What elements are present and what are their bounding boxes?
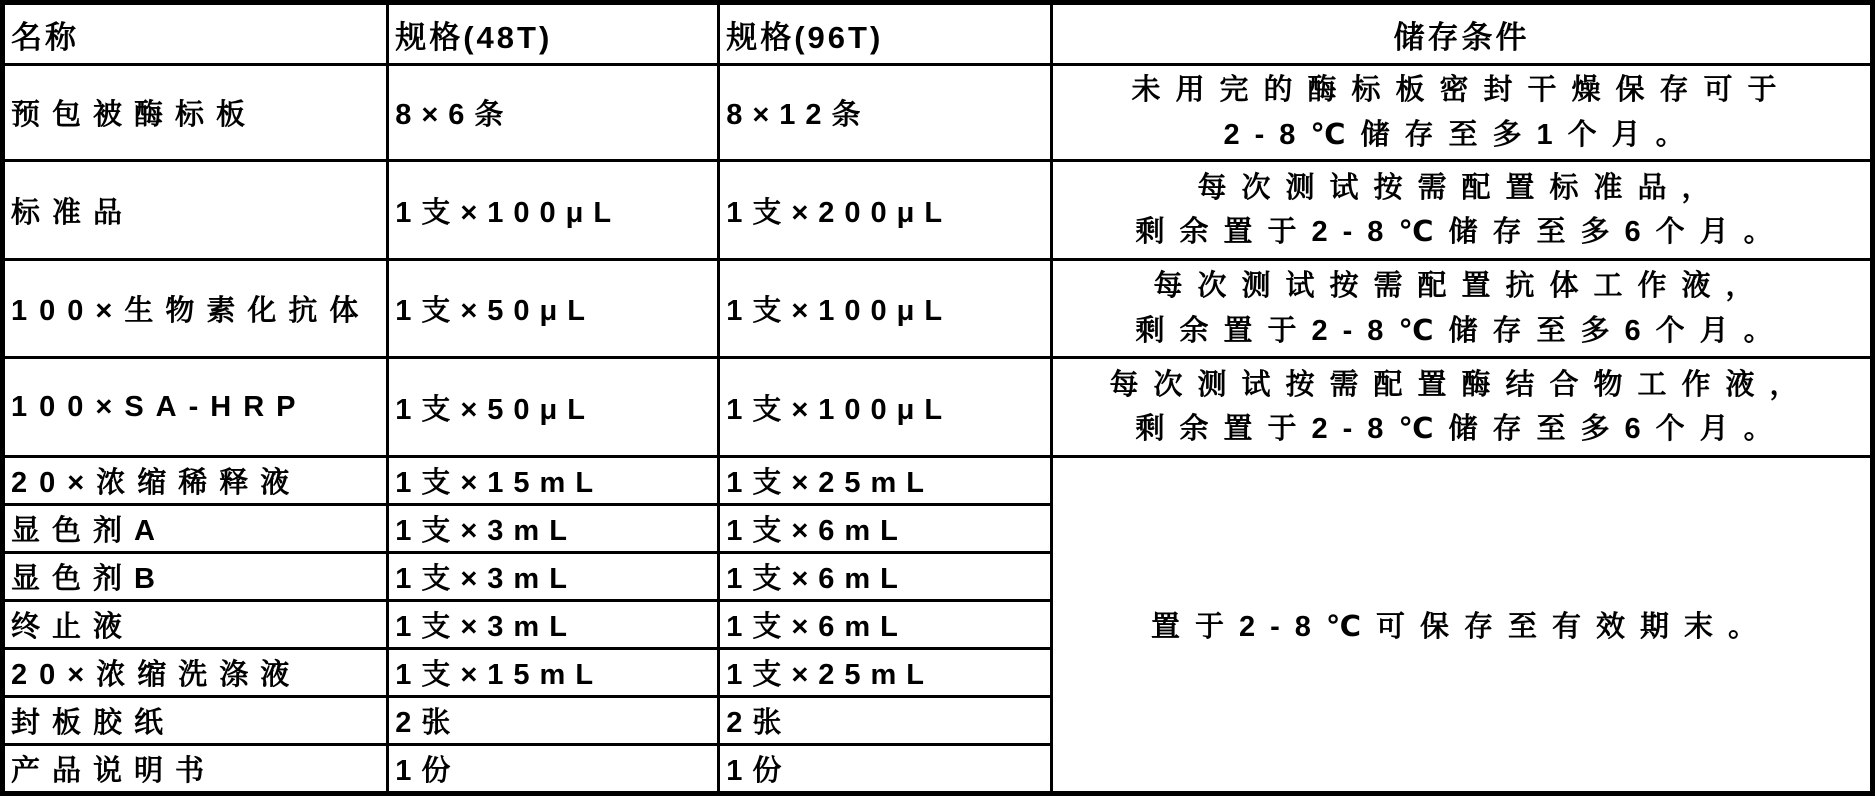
spec-96t-value: 1支×100μL [719,358,1052,457]
storage-line: 剩余置于2-8℃储存至多6个月。 [1135,314,1788,347]
spec-48t-value: 1支×100μL [388,161,719,260]
header-spec-96t: 规格(96T) [719,3,1052,65]
spec-48t-value: 1份 [388,745,719,794]
component-name: 显色剂A [3,505,388,553]
storage-line: 每次测试按需配置标准品， [1197,171,1726,204]
storage-line: 未用完的酶标板密封干燥保存可于 [1131,74,1792,107]
spec-48t-value: 1支×15mL [388,649,719,697]
spec-48t-value: 1支×3mL [388,553,719,601]
header-storage-conditions: 储存条件 [1052,3,1873,65]
table-row [3,457,1873,505]
storage-condition [1052,260,1873,358]
spec-96t-value: 1支×6mL [719,601,1052,649]
table-row [3,358,1873,457]
table-row [3,260,1873,358]
component-name: 终止液 [3,601,388,649]
spec-48t-value: 1支×3mL [388,601,719,649]
spec-96t-value: 1支×25mL [719,457,1052,505]
storage-line: 剩余置于2-8℃储存至多6个月。 [1135,413,1788,445]
storage-condition [1052,358,1873,457]
spec-48t-value: 1支×50μL [388,260,719,358]
spec-48t-value: 1支×15mL [388,457,719,505]
spec-48t-value: 1支×50μL [388,358,719,457]
component-name: 封板胶纸 [3,697,388,745]
table-row [3,65,1873,161]
storage-line: 每次测试按需配置抗体工作液， [1153,270,1770,303]
component-name: 标准品 [3,161,388,260]
component-name: 预包被酶标板 [3,65,388,161]
storage-condition-merged: 置于2-8℃可保存至有效期末。 [1052,457,1873,794]
spec-96t-value: 2张 [719,697,1052,745]
table-row [3,161,1873,260]
spec-96t-value: 1支×100μL [719,260,1052,358]
spec-96t-value: 1支×6mL [719,553,1052,601]
spec-48t-value: 8×6条 [388,65,719,161]
component-name: 20×浓缩稀释液 [3,457,388,505]
component-name: 20×浓缩洗涤液 [3,649,388,697]
component-name: 100×SA-HRP [3,358,388,457]
spec-96t-value: 1份 [719,745,1052,794]
header-name: 名称 [3,3,388,65]
component-name: 100×生物素化抗体 [3,260,388,358]
storage-line: 每次测试按需配置酶结合物工作液， [1109,368,1814,401]
component-name: 产品说明书 [3,745,388,794]
storage-line: 2-8℃储存至多1个月。 [1223,118,1700,151]
spec-48t-value: 2张 [388,697,719,745]
table-header-row [3,3,1873,65]
spec-96t-value: 8×12条 [719,65,1052,161]
spec-96t-value: 1支×25mL [719,649,1052,697]
storage-condition [1052,65,1873,161]
storage-condition [1052,161,1873,260]
storage-line: 剩余置于2-8℃储存至多6个月。 [1135,216,1788,248]
spec-96t-value: 1支×200μL [719,161,1052,260]
spec-48t-value: 1支×3mL [388,505,719,553]
component-name: 显色剂B [3,553,388,601]
header-spec-48t: 规格(48T) [388,3,719,65]
spec-96t-value: 1支×6mL [719,505,1052,553]
